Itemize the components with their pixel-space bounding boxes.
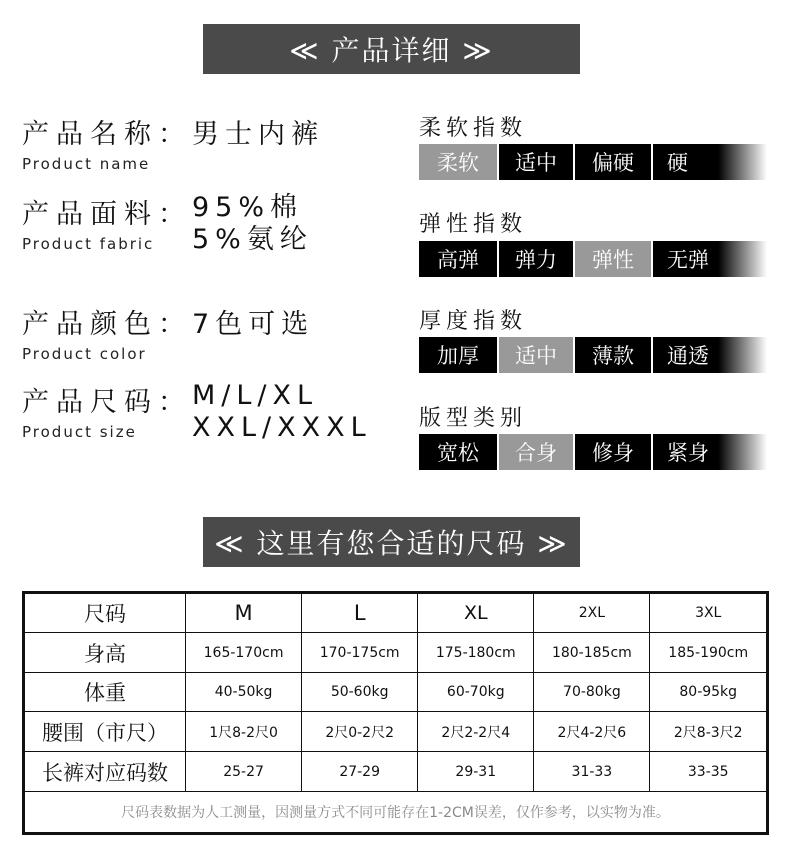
size-table-header-cell: M — [186, 593, 302, 633]
table-cell: 33-35 — [650, 752, 768, 792]
info-color — [22, 302, 314, 363]
rating-option: 宽松 — [419, 434, 499, 470]
table-row-label: 身高 — [24, 633, 186, 673]
info-size-value-1: M/L/XL — [192, 380, 319, 411]
rating-option: 弹力 — [499, 241, 575, 277]
rating-option: 适中 — [499, 144, 575, 180]
rating-option: 硬 — [667, 151, 688, 175]
rating-title-elasticity: 弹性指数 — [419, 212, 528, 237]
rating-option: 柔软 — [419, 144, 499, 180]
rating-option: 无弹 — [667, 248, 709, 272]
table-cell: 180-185cm — [534, 633, 650, 673]
info-size-label: 产品尺码： — [22, 387, 192, 418]
table-cell: 27-29 — [302, 752, 418, 792]
info-fabric-value-2: 5%氨纶 — [192, 224, 313, 255]
info-fabric — [22, 192, 313, 256]
info-color-sub: Product color — [22, 345, 147, 363]
table-cell: 170-175cm — [302, 633, 418, 673]
table-cell: 29-31 — [418, 752, 534, 792]
info-size-value-2: XXL/XXXL — [192, 412, 372, 443]
info-fabric-value-1: 95%棉 — [192, 192, 304, 223]
size-table-note: 尺码表数据为人工测量，因测量方式不同可能存在1-2CM误差，仅作参考，以实物为准。 — [24, 792, 768, 834]
info-size — [22, 380, 372, 444]
table-cell: 60-70kg — [418, 673, 534, 712]
info-color-value: 7色可选 — [192, 309, 315, 340]
info-name-value: 男士内裤 — [192, 119, 324, 150]
rating-option: 适中 — [499, 337, 575, 373]
rating-title-fit: 版型类别 — [419, 406, 528, 431]
rating-title-softness: 柔软指数 — [419, 116, 528, 141]
table-cell: 70-80kg — [534, 673, 650, 712]
rating-title-thickness: 厚度指数 — [419, 309, 528, 334]
size-banner — [203, 517, 580, 567]
table-row — [24, 673, 768, 712]
info-name — [22, 112, 324, 173]
table-cell: 175-180cm — [418, 633, 534, 673]
detail-banner — [203, 24, 580, 74]
rating-bar-softness — [419, 144, 767, 180]
info-name-sub: Product name — [22, 155, 151, 173]
table-cell: 1尺8-2尺0 — [186, 712, 302, 752]
info-fabric-sub: Product fabric — [22, 235, 155, 253]
detail-banner-text: ≪ 产品详细 ≫ — [289, 34, 494, 67]
size-table-header-cell: L — [302, 593, 418, 633]
rating-option: 偏硬 — [575, 144, 653, 180]
table-cell: 2尺2-2尺4 — [418, 712, 534, 752]
rating-option: 修身 — [575, 434, 653, 470]
info-color-label: 产品颜色： — [22, 309, 192, 340]
table-row — [24, 752, 768, 792]
table-row — [24, 633, 768, 673]
table-cell: 185-190cm — [650, 633, 768, 673]
table-cell: 2尺4-2尺6 — [534, 712, 650, 752]
size-banner-text: ≪ 这里有您合适的尺码 ≫ — [214, 527, 569, 560]
size-table-header-cell: 尺码 — [24, 593, 186, 633]
table-row-label: 腰围（市尺） — [24, 712, 186, 752]
table-cell: 40-50kg — [186, 673, 302, 712]
table-cell: 80-95kg — [650, 673, 768, 712]
rating-option: 合身 — [499, 434, 575, 470]
rating-option: 高弹 — [419, 241, 499, 277]
rating-bar-thickness — [419, 337, 767, 373]
table-cell: 31-33 — [534, 752, 650, 792]
rating-bar-elasticity — [419, 241, 767, 277]
rating-option: 通透 — [667, 344, 709, 368]
rating-option: 弹性 — [575, 241, 653, 277]
rating-option: 加厚 — [419, 337, 499, 373]
rating-option: 紧身 — [667, 441, 709, 465]
table-row — [24, 712, 768, 752]
rating-bar-fit — [419, 434, 767, 470]
size-table-header-cell: XL — [418, 593, 534, 633]
info-size-sub: Product size — [22, 423, 137, 441]
table-cell: 2尺8-3尺2 — [650, 712, 768, 752]
size-table-header-cell: 2XL — [534, 593, 650, 633]
table-cell: 25-27 — [186, 752, 302, 792]
size-table-header-row — [24, 593, 768, 633]
table-row-label: 长裤对应码数 — [24, 752, 186, 792]
rating-option: 薄款 — [575, 337, 653, 373]
info-fabric-label: 产品面料： — [22, 199, 192, 230]
size-table-header-cell: 3XL — [650, 593, 768, 633]
table-cell: 50-60kg — [302, 673, 418, 712]
info-name-label: 产品名称： — [22, 119, 192, 150]
table-cell: 2尺0-2尺2 — [302, 712, 418, 752]
table-row-label: 体重 — [24, 673, 186, 712]
size-table — [22, 591, 769, 835]
table-cell: 165-170cm — [186, 633, 302, 673]
size-table-note-row — [24, 792, 768, 834]
